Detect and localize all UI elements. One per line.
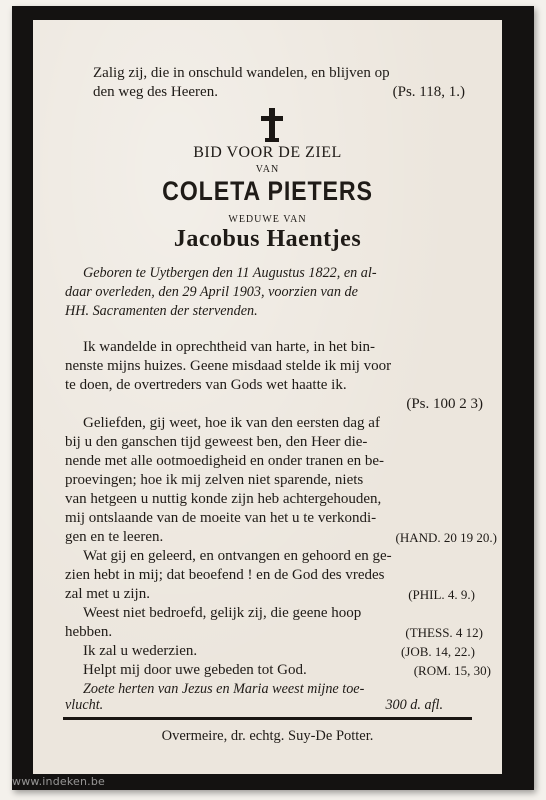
verse-reference: (THESS. 4 12)	[405, 625, 483, 640]
printer-imprint: Overmeire, dr. echtg. Suy-De Potter.	[161, 728, 374, 744]
verse-reference: (PHIL. 4. 9.)	[408, 587, 475, 602]
verse-reference: (Ps. 100 2 3)	[406, 396, 483, 412]
indulgence-line-2	[65, 696, 443, 715]
epigraph-text-2: den weg des Heeren.	[93, 84, 218, 100]
deceased-name: COLETA PIETERS	[162, 176, 373, 206]
verse-3-line-1	[83, 547, 497, 566]
indulgence-days: 300 d. afl.	[385, 697, 443, 713]
indulgence-text-2: vlucht.	[65, 697, 104, 713]
verse-2-line-2	[65, 433, 497, 452]
widow-of-label: WEDUWE VAN	[228, 214, 307, 225]
verse-3-line-2	[65, 566, 497, 585]
verse-5-line-1	[83, 642, 475, 661]
verse-2-line-4	[65, 471, 497, 490]
bio-line-1	[83, 264, 497, 283]
cross-icon	[261, 108, 283, 142]
indulgence-text-1: Zoete herten van Jezus en Maria weest mijne toe-	[83, 681, 365, 697]
verse-reference: (JOB. 14, 22.)	[400, 644, 475, 659]
verse-text: bij u den ganschen tijd geweest ben, den Heer die-	[65, 434, 368, 450]
bio-text-1: Geboren te Uytbergen den 11 Augustus 1822, en al-	[83, 265, 377, 281]
verse-text: nende met alle ootmoedigheid en onder tranen en be-	[65, 453, 385, 469]
verse-2-line-5	[65, 490, 497, 509]
verse-text: proevingen; hoe ik mij zelven niet sparende, niets	[65, 472, 364, 488]
prayer-heading: BID VOOR DE ZIEL	[193, 144, 342, 161]
verse-6-line-1	[83, 661, 491, 680]
divider-rule	[63, 717, 472, 720]
verse-text: gen en te leeren.	[65, 529, 164, 545]
verse-1-line-2	[65, 357, 497, 376]
verse-4-line-1	[83, 604, 497, 623]
verse-text: Helpt mij door uwe gebeden tot God.	[83, 662, 307, 678]
spouse-name: Jacobus Haentjes	[173, 226, 362, 252]
verse-text: mij ontslaande van de moeite van het u te verkondi-	[65, 510, 377, 526]
verse-1-line-3	[65, 376, 437, 395]
prayer-card	[33, 20, 502, 774]
verse-text: van hetgeen u nuttig konde zijn heb achtergehouden,	[65, 491, 382, 507]
bio-text-2: daar overleden, den 29 April 1903, voorzien van de	[65, 284, 358, 300]
site-watermark: www.indeken.be	[12, 775, 106, 788]
verse-text: zien hebt in mij; dat beoefend ! en de God des vredes	[65, 567, 385, 583]
epigraph-text-1: Zalig zij, die in onschuld wandelen, en blijven op	[93, 65, 390, 81]
verse-2-line-6	[65, 509, 497, 528]
verse-3-line-3	[65, 585, 475, 604]
verse-2-line-7	[65, 528, 497, 547]
verse-text: zal met u zijn.	[65, 586, 150, 602]
verse-text: Ik wandelde in oprechtheid van harte, in het bin-	[83, 339, 375, 355]
epigraph-line-1	[93, 64, 493, 83]
verse-2-line-1	[83, 414, 497, 433]
verse-reference: (ROM. 15, 30)	[413, 663, 491, 678]
verse-text: Ik zal u wederzien.	[83, 643, 198, 659]
bio-line-3	[65, 302, 365, 321]
verse-1-line-1	[83, 338, 497, 357]
verse-1-ref-line	[373, 395, 483, 414]
epigraph-line-2	[93, 83, 465, 102]
verse-text: Geliefden, gij weet, hoe ik van den eersten dag af	[83, 415, 380, 431]
verse-text: Wat gij en geleerd, en ontvangen en gehoord en ge-	[83, 548, 392, 564]
verse-2-line-3	[65, 452, 497, 471]
bio-line-2	[65, 283, 493, 302]
epigraph-reference: (Ps. 118, 1.)	[392, 84, 465, 100]
mourning-card-border	[12, 6, 534, 790]
bio-text-3: HH. Sacramenten der stervenden.	[65, 303, 258, 319]
verse-text: hebben.	[65, 624, 113, 640]
verse-reference: (HAND. 20 19 20.)	[395, 530, 497, 545]
verse-text: te doen, de overtreders van Gods wet haatte ik.	[65, 377, 347, 393]
verse-text: Weest niet bedroefd, gelijk zij, die geene hoop	[83, 605, 362, 621]
verse-text: nenste mijns huizes. Geene misdaad stelde ik mij voor	[65, 358, 392, 374]
van-label: VAN	[255, 164, 280, 175]
verse-4-line-2	[65, 623, 483, 642]
